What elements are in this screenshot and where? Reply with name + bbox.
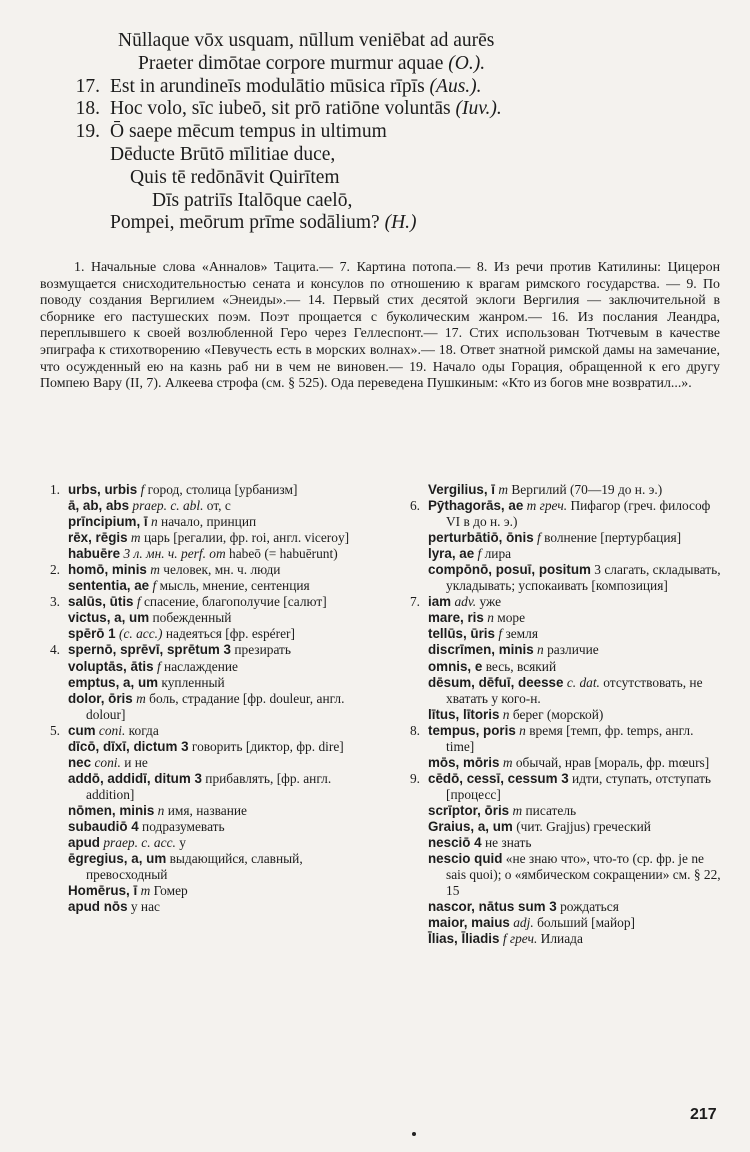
poem-line-number: 17.: [75, 75, 100, 97]
vocab-headword: apud nōs: [68, 899, 128, 915]
vocab-grammar: praep. c. abl.: [132, 498, 204, 514]
vocab-headword: nesciō 4: [428, 835, 482, 851]
poem-line-text: Ō saepe mēcum tempus in ultimum: [110, 121, 387, 143]
vocab-grammar: m: [136, 690, 146, 706]
vocab-grammar: (c. acc.): [119, 626, 163, 642]
vocab-entry: [428, 562, 722, 594]
poem-line: [118, 30, 494, 53]
vocab-entry: [428, 899, 722, 915]
vocab-definition: от, с: [206, 498, 231, 514]
vocab-group: [40, 482, 368, 562]
vocab-headword: lyra, ae: [428, 546, 475, 562]
vocab-headword: nescio quid: [428, 851, 503, 867]
vocab-entry: [68, 899, 368, 915]
commentary-notes: 1. Начальные слова «Анналов» Тацита.— 7. Картина потопа.— 8. Из речи против Катилины: Цицерон возмущается снисходительностью сената и консулов по отношению к врагам римского государства. — 9. По поводу создания Вергилием «Энеиды».— 14. Первый стих десятой эклоги Вергилия — заключительной в сборнике его пастушеских поэм. Поэт прощается с буколическим жанром.— 16. Из послания Леандра, переплывшего к своей возлюбленной Геро через Геллеспонт.— 17. Стих использован Тютчевым в качестве эпиграфа к стихотворению «Певучесть есть в морских волнах».— 18. Ответ знатной римской дамы на замечание, что осужденный ею на казнь раб ни в чем не виновен.— 19. Начало оды Горация, обращенной к его другу Помпею Вару (II, 7). Алкеева строфа (см. § 525). Ода переведена Пушкиным: «Кто из богов мне возвратил...».: [40, 260, 720, 392]
vocab-grammar: m: [502, 754, 513, 770]
vocab-headword: tempus, poris: [428, 722, 516, 738]
vocab-definition: (чит. Grajjus) греческий: [516, 818, 651, 834]
vocab-headword: iam: [428, 594, 452, 610]
vocab-definition: Вергилий (70—19 до н. э.): [511, 482, 663, 497]
vocab-entry: [68, 803, 368, 819]
vocab-headword: nōmen, minis: [68, 802, 155, 818]
vocab-definition: земля: [505, 626, 538, 642]
vocab-entry: [428, 915, 722, 931]
vocab-grammar: n: [157, 802, 165, 818]
vocab-grammar: m: [512, 802, 523, 818]
vocab-definition: боль, страдание [фр. douleur, англ. dolour]: [86, 690, 345, 722]
vocab-grammar: m греч.: [526, 498, 568, 514]
vocab-headword: subaudiō 4: [68, 818, 139, 834]
vocab-grammar: coni.: [98, 722, 126, 738]
vocab-group-number: 4.: [49, 642, 60, 658]
vocab-grammar: adv.: [454, 594, 477, 610]
vocab-entry: [428, 594, 722, 610]
vocab-entry: [428, 723, 722, 755]
vocab-definition: прибавлять, [фр. англ. addition]: [86, 770, 332, 802]
vocab-group-number: 5.: [49, 722, 60, 738]
poem-line: [110, 98, 502, 121]
poem-line: [110, 144, 335, 167]
vocab-grammar: coni.: [94, 754, 121, 770]
vocab-definition: выдающийся, славный, превосходный: [86, 851, 303, 883]
vocab-group-number: 8.: [409, 722, 420, 738]
poem-line-text: Praeter dimōtae corpore murmur aquae: [138, 52, 449, 74]
vocab-entry: [428, 642, 722, 658]
vocab-entry: [68, 675, 368, 691]
vocab-definition: лира: [484, 546, 512, 562]
vocab-definition: время [темп, фр. temps, англ. time]: [446, 722, 694, 754]
vocab-entry: [68, 851, 368, 883]
vocab-entry: [68, 498, 368, 514]
vocab-definition: habeō (= habuērunt): [229, 546, 338, 562]
vocab-definition: наслаждение: [164, 658, 238, 674]
poem-line-text: Quis tē redōnāvit Quirītem: [130, 166, 340, 188]
vocab-definition: идти, ступать, отступать [процесс]: [446, 770, 712, 802]
vocab-grammar: m: [150, 562, 160, 578]
vocab-entry: [428, 675, 722, 707]
vocab-headword: dolor, ōris: [68, 690, 133, 706]
vocab-definition: купленный: [161, 674, 225, 690]
vocab-entry: [428, 707, 722, 723]
vocab-entry: [428, 803, 722, 819]
vocab-definition: отсутствовать, не хватать у кого-н.: [446, 674, 703, 706]
vocab-definition: презирать: [234, 642, 292, 658]
vocab-definition: больший [майор]: [537, 915, 635, 931]
vocab-definition: город, столица [урбанизм]: [147, 482, 298, 497]
vocab-entry: [68, 755, 368, 771]
vocab-headword: prīncipium, ī: [68, 514, 148, 530]
poem-line: [138, 53, 485, 76]
vocab-entry: [68, 739, 368, 755]
vocab-entry: [68, 482, 368, 498]
vocab-entry: [428, 851, 722, 899]
vocab-group-number: 9.: [409, 770, 420, 786]
vocab-entry: [428, 626, 722, 642]
vocab-grammar: n: [502, 706, 510, 722]
vocab-grammar: n: [150, 514, 158, 530]
vocab-definition: писатель: [525, 802, 577, 818]
vocab-definition: обычай, нрав [мораль, фр. mœurs]: [515, 754, 710, 770]
vocab-definition: Илиада: [540, 931, 583, 947]
vocab-grammar: adj.: [513, 915, 534, 931]
vocab-grammar: praep. c. acc.: [103, 835, 176, 851]
vocab-grammar: n: [537, 642, 544, 658]
vocab-definition: различие: [547, 642, 599, 658]
vocab-headword: perturbātiō, ōnis: [428, 530, 534, 546]
vocab-definition: у нас: [130, 899, 160, 915]
vocab-headword: discrīmen, minis: [428, 642, 534, 658]
vocab-entry: [68, 610, 368, 626]
vocab-headword: Vergilius, ī: [428, 482, 495, 497]
vocab-headword: mōs, mōris: [428, 754, 500, 770]
vocab-headword: victus, a, um: [68, 610, 150, 626]
vocab-headword: spērō 1: [68, 626, 116, 642]
poem-line-number: 19.: [75, 121, 100, 143]
vocab-headword: nec: [68, 754, 92, 770]
vocab-entry: [68, 642, 368, 658]
print-speck: [412, 1132, 416, 1136]
vocab-definition: надеяться [фр. espérer]: [165, 626, 295, 642]
vocab-headword: cum: [68, 722, 96, 738]
vocab-column-left: [40, 482, 368, 915]
vocab-grammar: f: [152, 578, 157, 594]
vocab-headword: dēsum, dēfuī, deesse: [428, 674, 564, 690]
vocab-column-right: [400, 482, 722, 947]
vocab-headword: Pӯthagorās, ae: [428, 498, 524, 514]
vocab-grammar: f: [498, 626, 503, 642]
vocab-entry: [428, 755, 722, 771]
vocab-entry: [428, 482, 722, 498]
poem-source: (Aus.).: [429, 75, 482, 97]
vocab-definition: начало, принцип: [161, 514, 257, 530]
vocab-entry: [68, 594, 368, 610]
vocab-headword: Graius, a, um: [428, 818, 513, 834]
vocab-grammar: m: [498, 482, 509, 497]
poem-source: (H.): [384, 212, 417, 234]
vocab-entry: [428, 771, 722, 803]
vocab-headword: ēgregius, a, um: [68, 851, 167, 867]
vocab-entry: [68, 819, 368, 835]
page-number: 217: [690, 1106, 717, 1123]
vocab-group: [400, 482, 722, 498]
poem-source: (Iuv.).: [455, 98, 502, 120]
vocab-group: [400, 594, 722, 722]
poem-line-text: Hoc volo, sīc iubeō, sit prō ratiōne voluntās: [110, 98, 456, 120]
vocab-group: [400, 771, 722, 948]
vocab-headword: apud: [68, 835, 100, 851]
vocab-headword: urbs, urbis: [68, 482, 138, 497]
vocab-entry: [68, 562, 368, 578]
vocab-headword: Homērus, ī: [68, 883, 138, 899]
vocab-definition: у: [179, 835, 186, 851]
vocab-headword: mare, ris: [428, 610, 484, 626]
poem-line: [110, 121, 387, 144]
vocab-definition: говорить [диктор, фр. dire]: [191, 738, 344, 754]
vocab-definition: рождаться: [560, 899, 619, 915]
vocab-definition: не знать: [484, 835, 532, 851]
vocab-headword: scrīptor, ōris: [428, 802, 510, 818]
poem-line: [130, 167, 340, 190]
vocab-group-number: 1.: [49, 482, 60, 497]
vocab-entry: [68, 514, 368, 530]
vocab-group-number: 7.: [409, 594, 420, 610]
vocab-definition: подразумевать: [142, 818, 225, 834]
vocab-headword: voluptās, ātis: [68, 658, 154, 674]
poem-line-text: Est in arundineīs modulātio mūsica rīpīs: [110, 75, 430, 97]
vocab-entry: [428, 659, 722, 675]
vocab-entry: [428, 819, 722, 835]
vocab-entry: [428, 610, 722, 626]
vocab-headword: cēdō, cessī, cessum 3: [428, 770, 569, 786]
poem-line-text: Dēducte Brūtō mīlitiae duce,: [110, 144, 336, 165]
vocab-entry: [68, 530, 368, 546]
vocab-grammar: f: [156, 658, 161, 674]
vocab-definition: 3 слагать, складывать, укладывать; успокаивать [композиция]: [446, 562, 721, 594]
vocab-group: [400, 498, 722, 594]
vocab-definition: когда: [128, 722, 159, 738]
vocab-entry: [68, 723, 368, 739]
vocab-group: [40, 594, 368, 642]
vocab-group-number: 3.: [49, 594, 60, 610]
vocab-grammar: m: [130, 530, 141, 546]
vocab-grammar: c. dat.: [566, 674, 600, 690]
vocab-entry: [68, 626, 368, 642]
vocab-headword: compōnō, posuī, positum: [428, 562, 591, 578]
vocab-group: [40, 723, 368, 916]
vocab-grammar: 3 л. мн. ч. perf. от: [123, 546, 226, 562]
vocab-definition: уже: [479, 594, 502, 610]
vocab-group: [400, 723, 722, 771]
vocab-entry: [428, 530, 722, 546]
vocab-headword: salūs, ūtis: [68, 594, 134, 610]
vocab-grammar: f: [136, 594, 141, 610]
poem-line: [110, 76, 482, 99]
vocab-headword: rēx, rēgis: [68, 530, 128, 546]
vocab-group-number: 2.: [49, 562, 60, 578]
vocab-headword: tellūs, ūris: [428, 626, 495, 642]
vocab-headword: Īlias, Īliadis: [428, 931, 500, 947]
vocab-entry: [68, 659, 368, 675]
vocab-definition: имя, название: [167, 802, 247, 818]
vocab-grammar: f: [477, 546, 482, 562]
vocab-headword: habuēre: [68, 546, 121, 562]
poem-line: [152, 190, 352, 213]
poem-line-number: 18.: [75, 98, 100, 120]
vocab-definition: берег (морской): [512, 706, 604, 722]
vocab-group-number: 6.: [409, 498, 420, 514]
vocab-headword: homō, minis: [68, 562, 147, 578]
vocab-entry: [68, 771, 368, 803]
vocab-definition: «не знаю что», что-то (ср. фр. je ne sais quoi); о «ямбическом сокращении» см. § 22, 15: [446, 851, 721, 899]
vocab-entry: [68, 883, 368, 899]
vocab-headword: nascor, nātus sum 3: [428, 899, 557, 915]
vocab-entry: [68, 546, 368, 562]
vocab-entry: [68, 578, 368, 594]
vocab-definition: весь, всякий: [485, 658, 557, 674]
vocab-grammar: f: [140, 482, 145, 497]
vocab-headword: sententia, ae: [68, 578, 150, 594]
vocab-headword: spernō, sprēvī, sprētum 3: [68, 642, 231, 658]
vocab-grammar: f: [537, 530, 541, 546]
vocab-definition: и не: [124, 754, 148, 770]
poem-line-text: Nūllaque vōx usquam, nūllum veniēbat ad aurēs: [118, 30, 495, 51]
vocab-entry: [68, 691, 368, 723]
poem-line-text: Dīs patriīs Italōque caelō,: [152, 189, 353, 211]
vocab-entry: [428, 546, 722, 562]
vocab-grammar: n: [519, 722, 526, 738]
poem-line: [110, 212, 417, 235]
vocab-definition: волнение [пертурбация]: [544, 530, 682, 546]
vocab-group: [40, 562, 368, 594]
poem-line-text: Pompei, meōrum prīme sodālium?: [110, 212, 385, 234]
vocab-headword: dīcō, dīxī, dictum 3: [68, 738, 189, 754]
vocab-definition: Гомер: [153, 883, 188, 899]
vocab-headword: lītus, lītoris: [428, 706, 500, 722]
vocab-entry: [428, 498, 722, 530]
vocab-entry: [428, 835, 722, 851]
vocab-definition: побежденный: [152, 610, 232, 626]
vocab-definition: Пифагор (греч. философ VI в до н. э.): [446, 498, 711, 530]
vocab-definition: море: [497, 610, 526, 626]
vocab-grammar: n: [487, 610, 494, 626]
vocab-entry: [428, 931, 722, 947]
vocab-definition: спасение, благополучие [салют]: [143, 594, 327, 610]
vocab-grammar: f греч.: [502, 931, 538, 947]
poem-source: (O.).: [448, 52, 486, 74]
vocab-entry: [68, 835, 368, 851]
vocab-headword: omnis, e: [428, 658, 483, 674]
vocab-headword: emptus, a, um: [68, 674, 159, 690]
vocab-definition: царь [регалии, фр. roi, англ. viceroy]: [143, 530, 350, 546]
vocab-headword: maior, maius: [428, 915, 510, 931]
vocab-headword: addō, addidī, ditum 3: [68, 770, 202, 786]
vocab-group: [40, 642, 368, 722]
vocab-definition: мысль, мнение, сентенция: [159, 578, 310, 594]
vocab-headword: ā, ab, abs: [68, 498, 130, 514]
vocab-definition: человек, мн. ч. люди: [163, 562, 281, 578]
vocab-grammar: m: [140, 883, 151, 899]
